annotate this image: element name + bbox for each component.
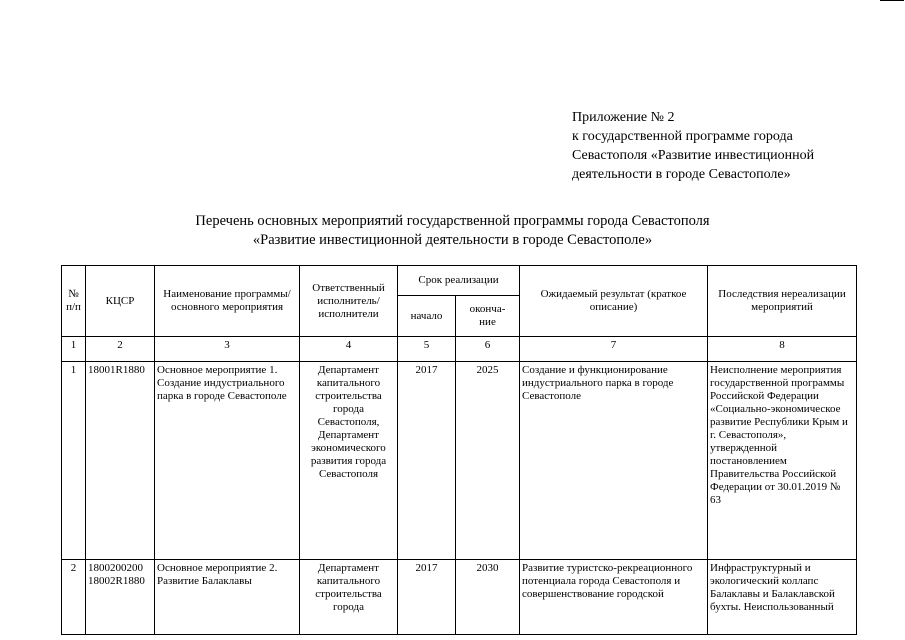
header-result: Ожидаемый результат (краткое описание)	[520, 266, 708, 337]
row-end: 2025	[456, 362, 520, 560]
document-title	[0, 212, 905, 250]
header-name: Наименование программы/основного мероприятия	[155, 266, 300, 337]
row-start: 2017	[398, 560, 456, 635]
header-start: начало	[398, 296, 456, 337]
row-end: 2030	[456, 560, 520, 635]
row-executor: Департамент капитального строительства города Севастополя, Департамент экономического развития города Севастополя	[300, 362, 398, 560]
header-executor: Ответственный исполнитель/ исполнители	[300, 266, 398, 337]
row-start: 2017	[398, 362, 456, 560]
row-consequence: Неисполнение мероприятия государственной программы Российской Федерации «Социально-экономическое развитие Республики Крым и г. Севастополя», утвержденной постановлением Правительства Российской Федерации от 30.01.2019 № 63	[708, 362, 857, 560]
row-kcsr: 18001R1880	[86, 362, 155, 560]
table-row	[62, 362, 857, 560]
header-kcsr: КЦСР	[86, 266, 155, 337]
column-number: 4	[300, 337, 398, 362]
row-name: Основное мероприятие 1. Создание индустриального парка в городе Севастополе	[155, 362, 300, 560]
appendix-line: Приложение № 2	[572, 110, 675, 125]
column-number: 2	[86, 337, 155, 362]
header-row	[62, 266, 857, 296]
row-consequence: Инфраструктурный и экологический коллапс Балаклавы и Балаклавской бухты. Неиспользованный	[708, 560, 857, 635]
appendix-line: деятельности в городе Севастополе»	[572, 167, 791, 182]
table-row	[62, 560, 857, 635]
column-number: 5	[398, 337, 456, 362]
appendix-block	[572, 108, 872, 184]
row-num: 1	[62, 362, 86, 560]
header-num: № п/п	[62, 266, 86, 337]
title-line-1: Перечень основных мероприятий государственной программы города Севастополя	[195, 213, 710, 229]
row-kcsr: 1800200200 18002R1880	[86, 560, 155, 635]
column-number: 3	[155, 337, 300, 362]
measures-table	[61, 265, 857, 635]
title-line-2: «Развитие инвестиционной деятельности в городе Севастополе»	[252, 232, 653, 248]
appendix-line: Севастополя «Развитие инвестиционной	[572, 148, 815, 163]
row-name: Основное мероприятие 2. Развитие Балаклавы	[155, 560, 300, 635]
column-number: 6	[456, 337, 520, 362]
column-number: 7	[520, 337, 708, 362]
scan-corner-mark	[880, 0, 904, 1]
row-result: Развитие туристско-рекреационного потенциала города Севастополя и совершенствование городской	[520, 560, 708, 635]
appendix-line: к государственной программе города	[572, 129, 793, 144]
column-number: 1	[62, 337, 86, 362]
header-term: Срок реализации	[398, 266, 520, 296]
row-executor: Департамент капитального строительства города	[300, 560, 398, 635]
row-result: Создание и функционирование индустриального парка в городе Севастополе	[520, 362, 708, 560]
column-number: 8	[708, 337, 857, 362]
column-number-row	[62, 337, 857, 362]
header-consequence: Последствия нереализации мероприятий	[708, 266, 857, 337]
header-end: оконча- ние	[456, 296, 520, 337]
row-num: 2	[62, 560, 86, 635]
